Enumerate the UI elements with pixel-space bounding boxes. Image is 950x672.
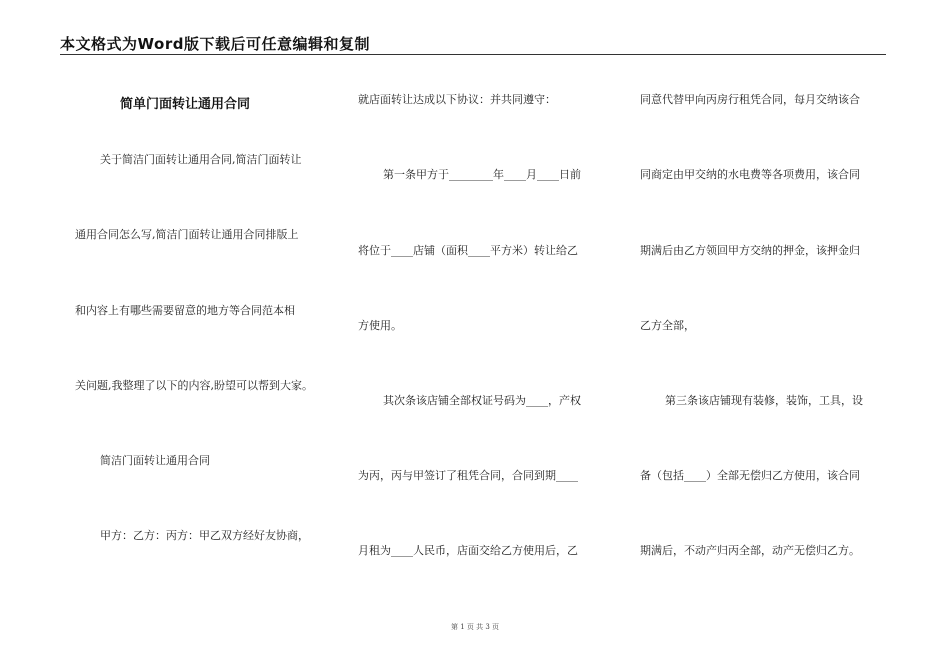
paragraph-line: 将位于____店铺（面积____平方米）转让给乙	[358, 244, 578, 257]
paragraph-line: 就店面转让达成以下协议：并共同遵守：	[358, 93, 556, 106]
clause-line: 第三条该店铺现有装修，装饰，工具，设	[665, 394, 863, 407]
page-header	[60, 33, 886, 53]
paragraph-line: 为丙，丙与甲签订了租凭合同，合同到期____	[358, 469, 578, 482]
text-column-1	[75, 60, 325, 620]
paragraph-line: 关于简洁门面转让通用合同,简洁门面转让	[100, 153, 302, 166]
paragraph-line: 通用合同怎么写,简洁门面转让通用合同排版上	[75, 228, 299, 241]
paragraph-line: 甲方：乙方：丙方：甲乙双方经好友协商，	[100, 529, 309, 542]
page-indicator: 第 1 页 共 3 页	[450, 623, 500, 631]
paragraph-line: 同商定由甲交纳的水电费等各项费用，该合同	[640, 168, 860, 181]
document-title: 简单门面转让通用合同	[120, 97, 251, 112]
paragraph-line: 期满后由乙方领回甲方交纳的押金，该押金归	[640, 244, 860, 257]
header-divider	[60, 54, 886, 55]
paragraph-line: 期满后，不动产归丙全部，动产无偿归乙方。	[640, 544, 860, 557]
paragraph-line: 月租为____人民币，店面交给乙方使用后，乙	[358, 544, 578, 557]
contract-heading: 简洁门面转让通用合同	[100, 454, 210, 467]
paragraph-line: 备（包括____）全部无偿归乙方使用，该合同	[640, 469, 860, 482]
paragraph-line: 关问题,我整理了以下的内容,盼望可以帮到大家。	[75, 379, 313, 392]
text-column-3	[640, 60, 890, 620]
paragraph-line: 同意代替甲向丙房行租凭合同，每月交纳该合	[640, 93, 860, 106]
paragraph-line: 方使用。	[358, 319, 402, 332]
clause-line: 第一条甲方于________年____月____日前	[383, 168, 581, 181]
header-title: 本文格式为Word版下载后可任意编辑和复制	[60, 35, 370, 53]
paragraph-line: 乙方全部，	[640, 319, 695, 332]
clause-line: 其次条该店铺全部权证号码为____，产权	[383, 394, 581, 407]
paragraph-line: 和内容上有哪些需要留意的地方等合同范本相	[75, 304, 295, 317]
text-column-2	[358, 60, 608, 620]
